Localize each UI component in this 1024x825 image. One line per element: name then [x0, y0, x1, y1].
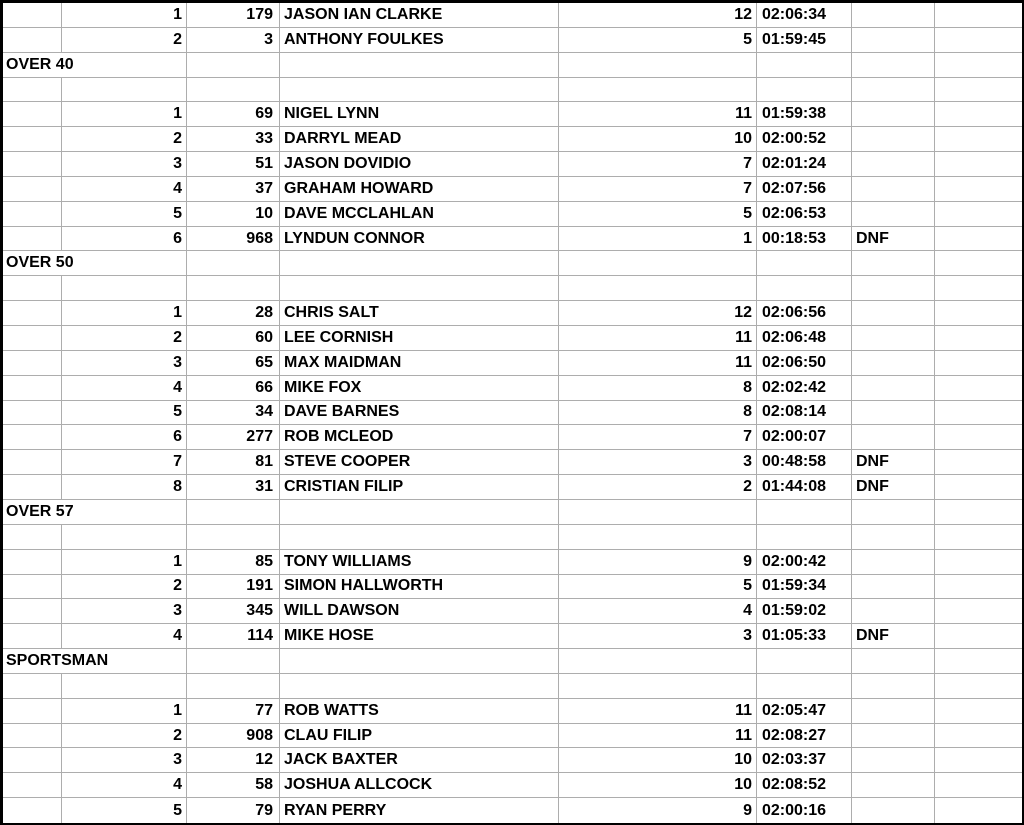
cell-race-number[interactable]: 12: [187, 748, 280, 773]
cell-rider-name[interactable]: CRISTIAN FILIP: [280, 475, 559, 500]
cell-race-number[interactable]: 60: [187, 326, 280, 351]
cell-position[interactable]: 1: [62, 699, 187, 724]
cell-rider-name[interactable]: MIKE FOX: [280, 376, 559, 401]
cell-laps[interactable]: 5: [559, 28, 757, 53]
cell-laps[interactable]: 7: [559, 177, 757, 202]
cell-rider-name[interactable]: CLAU FILIP: [280, 724, 559, 749]
cell-blank[interactable]: [187, 276, 280, 301]
cell-time[interactable]: 02:05:47: [757, 699, 852, 724]
cell-blank[interactable]: [852, 78, 935, 103]
cell-race-number[interactable]: 58: [187, 773, 280, 798]
cell-category-blank[interactable]: [3, 425, 62, 450]
cell-blank[interactable]: [757, 674, 852, 699]
cell-blank[interactable]: [3, 525, 62, 550]
cell-category-blank[interactable]: [3, 599, 62, 624]
cell-race-number[interactable]: 34: [187, 401, 280, 426]
cell-laps[interactable]: 10: [559, 748, 757, 773]
cell-position[interactable]: 1: [62, 301, 187, 326]
cell-spare[interactable]: [935, 425, 1022, 450]
cell-position[interactable]: 2: [62, 575, 187, 600]
cell-blank[interactable]: [935, 674, 1022, 699]
cell-race-number[interactable]: 66: [187, 376, 280, 401]
cell-blank[interactable]: [757, 500, 852, 525]
cell-laps[interactable]: 1: [559, 227, 757, 252]
cell-category-label[interactable]: OVER 50: [3, 251, 187, 276]
cell-blank[interactable]: [757, 78, 852, 103]
cell-blank[interactable]: [187, 649, 280, 674]
cell-status[interactable]: DNF: [852, 475, 935, 500]
cell-status[interactable]: DNF: [852, 624, 935, 649]
cell-laps[interactable]: 3: [559, 624, 757, 649]
cell-laps[interactable]: 8: [559, 376, 757, 401]
cell-time[interactable]: 02:06:50: [757, 351, 852, 376]
cell-status[interactable]: [852, 798, 935, 823]
cell-rider-name[interactable]: NIGEL LYNN: [280, 102, 559, 127]
cell-spare[interactable]: [935, 575, 1022, 600]
cell-category-blank[interactable]: [3, 301, 62, 326]
cell-position[interactable]: 8: [62, 475, 187, 500]
cell-spare[interactable]: [935, 28, 1022, 53]
cell-race-number[interactable]: 51: [187, 152, 280, 177]
cell-position[interactable]: 4: [62, 773, 187, 798]
cell-category-blank[interactable]: [3, 326, 62, 351]
cell-spare[interactable]: [935, 599, 1022, 624]
cell-laps[interactable]: 4: [559, 599, 757, 624]
cell-position[interactable]: 2: [62, 127, 187, 152]
cell-status[interactable]: [852, 599, 935, 624]
cell-category-blank[interactable]: [3, 575, 62, 600]
cell-status[interactable]: [852, 401, 935, 426]
cell-laps[interactable]: 9: [559, 550, 757, 575]
cell-position[interactable]: 1: [62, 550, 187, 575]
cell-race-number[interactable]: 345: [187, 599, 280, 624]
cell-category-blank[interactable]: [3, 152, 62, 177]
cell-race-number[interactable]: 10: [187, 202, 280, 227]
cell-race-number[interactable]: 179: [187, 3, 280, 28]
cell-race-number[interactable]: 908: [187, 724, 280, 749]
cell-rider-name[interactable]: ANTHONY FOULKES: [280, 28, 559, 53]
cell-race-number[interactable]: 3: [187, 28, 280, 53]
cell-laps[interactable]: 7: [559, 425, 757, 450]
cell-race-number[interactable]: 85: [187, 550, 280, 575]
cell-time[interactable]: 01:59:34: [757, 575, 852, 600]
cell-status[interactable]: [852, 28, 935, 53]
cell-rider-name[interactable]: LYNDUN CONNOR: [280, 227, 559, 252]
cell-position[interactable]: 6: [62, 425, 187, 450]
cell-race-number[interactable]: 114: [187, 624, 280, 649]
cell-blank[interactable]: [187, 53, 280, 78]
cell-blank[interactable]: [280, 78, 559, 103]
cell-laps[interactable]: 2: [559, 475, 757, 500]
cell-blank[interactable]: [852, 276, 935, 301]
cell-laps[interactable]: 11: [559, 351, 757, 376]
cell-time[interactable]: 02:06:56: [757, 301, 852, 326]
cell-blank[interactable]: [852, 251, 935, 276]
cell-time[interactable]: 02:00:52: [757, 127, 852, 152]
cell-position[interactable]: 2: [62, 724, 187, 749]
cell-category-label[interactable]: SPORTSMAN: [3, 649, 187, 674]
cell-category-blank[interactable]: [3, 699, 62, 724]
cell-blank[interactable]: [757, 251, 852, 276]
cell-blank[interactable]: [935, 78, 1022, 103]
cell-category-blank[interactable]: [3, 28, 62, 53]
cell-status[interactable]: [852, 152, 935, 177]
cell-status[interactable]: [852, 102, 935, 127]
cell-status[interactable]: [852, 3, 935, 28]
cell-blank[interactable]: [559, 525, 757, 550]
cell-spare[interactable]: [935, 475, 1022, 500]
cell-blank[interactable]: [852, 500, 935, 525]
cell-time[interactable]: 01:59:45: [757, 28, 852, 53]
cell-blank[interactable]: [935, 53, 1022, 78]
cell-spare[interactable]: [935, 177, 1022, 202]
cell-category-blank[interactable]: [3, 748, 62, 773]
cell-time[interactable]: 02:00:07: [757, 425, 852, 450]
cell-laps[interactable]: 12: [559, 301, 757, 326]
cell-spare[interactable]: [935, 227, 1022, 252]
cell-blank[interactable]: [3, 276, 62, 301]
cell-status[interactable]: [852, 773, 935, 798]
cell-position[interactable]: 4: [62, 624, 187, 649]
cell-category-blank[interactable]: [3, 724, 62, 749]
cell-category-blank[interactable]: [3, 798, 62, 823]
cell-blank[interactable]: [3, 674, 62, 699]
cell-position[interactable]: 3: [62, 748, 187, 773]
cell-spare[interactable]: [935, 748, 1022, 773]
cell-status[interactable]: [852, 724, 935, 749]
cell-time[interactable]: 00:48:58: [757, 450, 852, 475]
cell-blank[interactable]: [62, 78, 187, 103]
cell-blank[interactable]: [852, 525, 935, 550]
cell-rider-name[interactable]: GRAHAM HOWARD: [280, 177, 559, 202]
cell-time[interactable]: 02:07:56: [757, 177, 852, 202]
cell-position[interactable]: 1: [62, 102, 187, 127]
cell-blank[interactable]: [187, 251, 280, 276]
cell-laps[interactable]: 5: [559, 202, 757, 227]
cell-laps[interactable]: 3: [559, 450, 757, 475]
cell-rider-name[interactable]: STEVE COOPER: [280, 450, 559, 475]
cell-blank[interactable]: [280, 276, 559, 301]
cell-spare[interactable]: [935, 102, 1022, 127]
cell-position[interactable]: 3: [62, 152, 187, 177]
cell-laps[interactable]: 11: [559, 724, 757, 749]
cell-category-blank[interactable]: [3, 202, 62, 227]
cell-rider-name[interactable]: DAVE BARNES: [280, 401, 559, 426]
cell-time[interactable]: 02:00:16: [757, 798, 852, 823]
cell-blank[interactable]: [280, 53, 559, 78]
cell-blank[interactable]: [852, 674, 935, 699]
cell-rider-name[interactable]: MIKE HOSE: [280, 624, 559, 649]
cell-blank[interactable]: [935, 525, 1022, 550]
cell-spare[interactable]: [935, 624, 1022, 649]
cell-time[interactable]: 02:01:24: [757, 152, 852, 177]
cell-race-number[interactable]: 968: [187, 227, 280, 252]
cell-blank[interactable]: [559, 251, 757, 276]
cell-blank[interactable]: [935, 276, 1022, 301]
cell-blank[interactable]: [852, 649, 935, 674]
cell-rider-name[interactable]: LEE CORNISH: [280, 326, 559, 351]
cell-rider-name[interactable]: WILL DAWSON: [280, 599, 559, 624]
cell-blank[interactable]: [62, 276, 187, 301]
cell-time[interactable]: 02:08:52: [757, 773, 852, 798]
cell-status[interactable]: [852, 699, 935, 724]
cell-position[interactable]: 2: [62, 326, 187, 351]
cell-category-blank[interactable]: [3, 773, 62, 798]
cell-time[interactable]: 02:06:34: [757, 3, 852, 28]
cell-rider-name[interactable]: JOSHUA ALLCOCK: [280, 773, 559, 798]
cell-blank[interactable]: [3, 78, 62, 103]
cell-status[interactable]: [852, 177, 935, 202]
cell-time[interactable]: 01:05:33: [757, 624, 852, 649]
cell-category-blank[interactable]: [3, 127, 62, 152]
cell-time[interactable]: 02:02:42: [757, 376, 852, 401]
cell-position[interactable]: 5: [62, 798, 187, 823]
cell-spare[interactable]: [935, 326, 1022, 351]
cell-spare[interactable]: [935, 798, 1022, 823]
cell-time[interactable]: 01:44:08: [757, 475, 852, 500]
cell-category-blank[interactable]: [3, 450, 62, 475]
cell-race-number[interactable]: 77: [187, 699, 280, 724]
cell-status[interactable]: [852, 127, 935, 152]
cell-blank[interactable]: [187, 525, 280, 550]
cell-spare[interactable]: [935, 152, 1022, 177]
cell-spare[interactable]: [935, 376, 1022, 401]
cell-time[interactable]: 02:08:27: [757, 724, 852, 749]
cell-status[interactable]: [852, 550, 935, 575]
cell-blank[interactable]: [852, 53, 935, 78]
cell-blank[interactable]: [559, 649, 757, 674]
results-table: [3, 3, 1022, 823]
cell-rider-name[interactable]: DARRYL MEAD: [280, 127, 559, 152]
cell-blank[interactable]: [757, 525, 852, 550]
cell-position[interactable]: 5: [62, 202, 187, 227]
cell-rider-name[interactable]: MAX MAIDMAN: [280, 351, 559, 376]
cell-race-number[interactable]: 81: [187, 450, 280, 475]
cell-blank[interactable]: [757, 53, 852, 78]
cell-category-label[interactable]: OVER 40: [3, 53, 187, 78]
cell-spare[interactable]: [935, 3, 1022, 28]
cell-blank[interactable]: [559, 674, 757, 699]
cell-blank[interactable]: [62, 525, 187, 550]
cell-time[interactable]: 02:00:42: [757, 550, 852, 575]
cell-spare[interactable]: [935, 550, 1022, 575]
cell-blank[interactable]: [935, 649, 1022, 674]
cell-time[interactable]: 01:59:38: [757, 102, 852, 127]
cell-spare[interactable]: [935, 351, 1022, 376]
cell-rider-name[interactable]: JACK BAXTER: [280, 748, 559, 773]
cell-status[interactable]: DNF: [852, 227, 935, 252]
cell-spare[interactable]: [935, 401, 1022, 426]
cell-race-number[interactable]: 33: [187, 127, 280, 152]
cell-time[interactable]: 02:06:53: [757, 202, 852, 227]
cell-time[interactable]: 02:06:48: [757, 326, 852, 351]
cell-spare[interactable]: [935, 699, 1022, 724]
cell-laps[interactable]: 8: [559, 401, 757, 426]
cell-blank[interactable]: [935, 500, 1022, 525]
cell-blank[interactable]: [559, 78, 757, 103]
cell-laps[interactable]: 7: [559, 152, 757, 177]
cell-position[interactable]: 7: [62, 450, 187, 475]
cell-blank[interactable]: [187, 674, 280, 699]
cell-category-blank[interactable]: [3, 550, 62, 575]
cell-time[interactable]: 02:03:37: [757, 748, 852, 773]
cell-rider-name[interactable]: TONY WILLIAMS: [280, 550, 559, 575]
cell-category-blank[interactable]: [3, 227, 62, 252]
cell-blank[interactable]: [757, 649, 852, 674]
cell-category-label[interactable]: OVER 57: [3, 500, 187, 525]
cell-rider-name[interactable]: JASON DOVIDIO: [280, 152, 559, 177]
cell-laps[interactable]: 9: [559, 798, 757, 823]
cell-status[interactable]: [852, 326, 935, 351]
cell-position[interactable]: 1: [62, 3, 187, 28]
cell-blank[interactable]: [559, 53, 757, 78]
cell-blank[interactable]: [280, 674, 559, 699]
cell-position[interactable]: 3: [62, 599, 187, 624]
cell-race-number[interactable]: 28: [187, 301, 280, 326]
cell-status[interactable]: [852, 301, 935, 326]
cell-position[interactable]: 5: [62, 401, 187, 426]
cell-blank[interactable]: [757, 276, 852, 301]
cell-laps[interactable]: 12: [559, 3, 757, 28]
cell-rider-name[interactable]: DAVE MCCLAHLAN: [280, 202, 559, 227]
cell-laps[interactable]: 11: [559, 102, 757, 127]
cell-blank[interactable]: [559, 500, 757, 525]
cell-position[interactable]: 2: [62, 28, 187, 53]
cell-position[interactable]: 4: [62, 376, 187, 401]
cell-blank[interactable]: [187, 78, 280, 103]
cell-status[interactable]: [852, 351, 935, 376]
cell-spare[interactable]: [935, 127, 1022, 152]
cell-laps[interactable]: 11: [559, 699, 757, 724]
cell-rider-name[interactable]: ROB MCLEOD: [280, 425, 559, 450]
cell-status[interactable]: DNF: [852, 450, 935, 475]
cell-blank[interactable]: [280, 251, 559, 276]
cell-category-blank[interactable]: [3, 177, 62, 202]
cell-status[interactable]: [852, 202, 935, 227]
cell-position[interactable]: 4: [62, 177, 187, 202]
cell-position[interactable]: 3: [62, 351, 187, 376]
cell-category-blank[interactable]: [3, 3, 62, 28]
cell-time[interactable]: 00:18:53: [757, 227, 852, 252]
cell-spare[interactable]: [935, 773, 1022, 798]
cell-time[interactable]: 01:59:02: [757, 599, 852, 624]
cell-blank[interactable]: [280, 649, 559, 674]
cell-rider-name[interactable]: JASON IAN CLARKE: [280, 3, 559, 28]
cell-laps[interactable]: 10: [559, 773, 757, 798]
cell-laps[interactable]: 5: [559, 575, 757, 600]
cell-blank[interactable]: [62, 674, 187, 699]
cell-laps[interactable]: 11: [559, 326, 757, 351]
cell-spare[interactable]: [935, 450, 1022, 475]
cell-rider-name[interactable]: ROB WATTS: [280, 699, 559, 724]
cell-status[interactable]: [852, 376, 935, 401]
cell-category-blank[interactable]: [3, 351, 62, 376]
cell-race-number[interactable]: 37: [187, 177, 280, 202]
cell-status[interactable]: [852, 425, 935, 450]
cell-laps[interactable]: 10: [559, 127, 757, 152]
cell-time[interactable]: 02:08:14: [757, 401, 852, 426]
cell-race-number[interactable]: 191: [187, 575, 280, 600]
cell-blank[interactable]: [280, 500, 559, 525]
cell-category-blank[interactable]: [3, 475, 62, 500]
cell-category-blank[interactable]: [3, 102, 62, 127]
cell-race-number[interactable]: 277: [187, 425, 280, 450]
cell-blank[interactable]: [187, 500, 280, 525]
cell-blank[interactable]: [280, 525, 559, 550]
cell-category-blank[interactable]: [3, 624, 62, 649]
cell-rider-name[interactable]: RYAN PERRY: [280, 798, 559, 823]
cell-blank[interactable]: [559, 276, 757, 301]
cell-blank[interactable]: [935, 251, 1022, 276]
cell-spare[interactable]: [935, 301, 1022, 326]
cell-race-number[interactable]: 69: [187, 102, 280, 127]
cell-rider-name[interactable]: SIMON HALLWORTH: [280, 575, 559, 600]
cell-status[interactable]: [852, 575, 935, 600]
cell-category-blank[interactable]: [3, 376, 62, 401]
cell-race-number[interactable]: 31: [187, 475, 280, 500]
cell-spare[interactable]: [935, 724, 1022, 749]
cell-position[interactable]: 6: [62, 227, 187, 252]
cell-status[interactable]: [852, 748, 935, 773]
cell-spare[interactable]: [935, 202, 1022, 227]
cell-race-number[interactable]: 65: [187, 351, 280, 376]
cell-race-number[interactable]: 79: [187, 798, 280, 823]
cell-category-blank[interactable]: [3, 401, 62, 426]
cell-rider-name[interactable]: CHRIS SALT: [280, 301, 559, 326]
